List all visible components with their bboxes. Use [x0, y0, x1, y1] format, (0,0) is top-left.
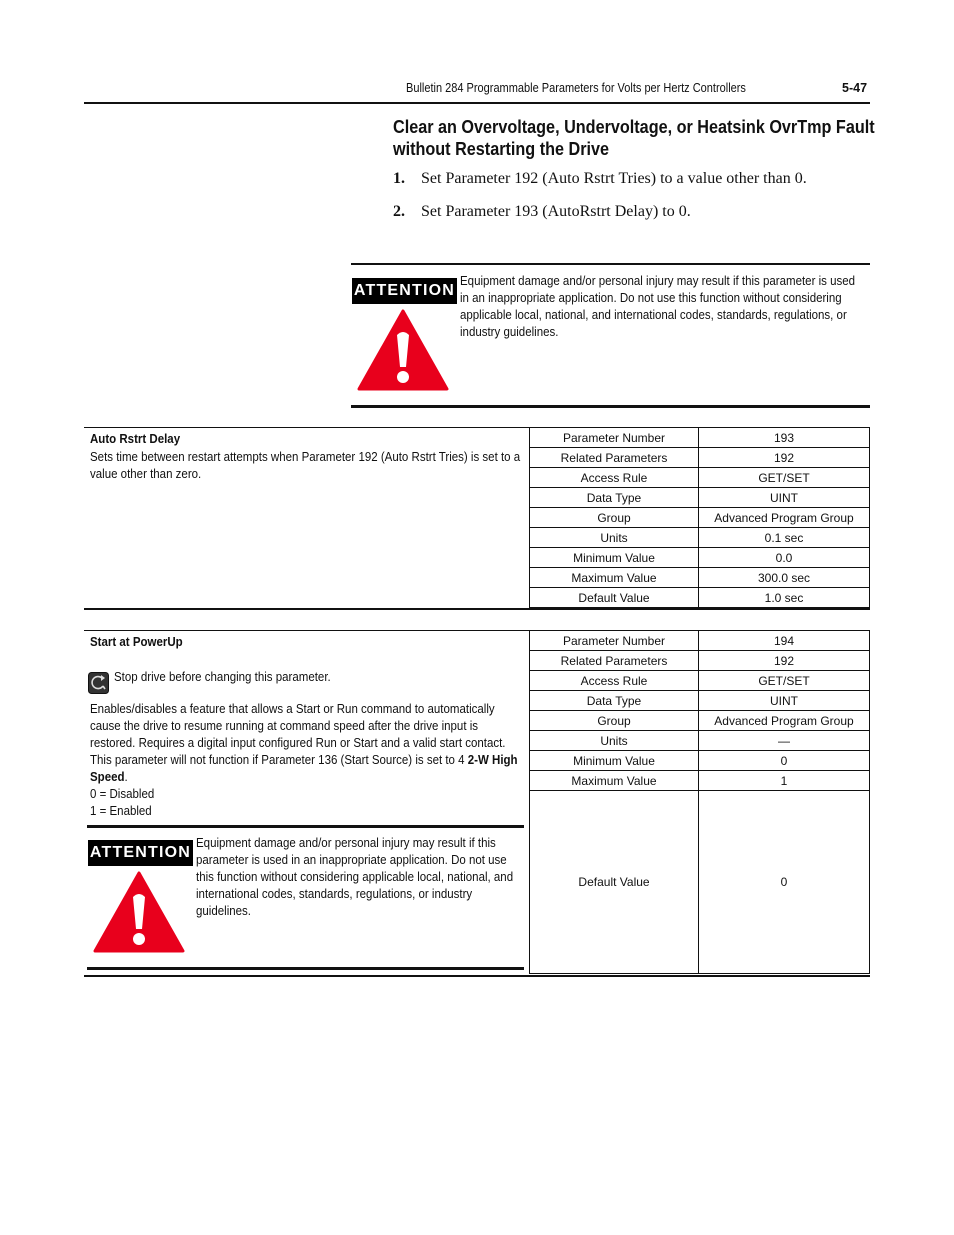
description-end: . [124, 770, 128, 784]
param-label: Data Type [530, 488, 699, 508]
description-bold: 2-W High Speed [90, 753, 518, 784]
param-value: 192 [699, 448, 870, 468]
param-value: 192 [699, 651, 870, 671]
param-value: 0.0 [699, 548, 870, 568]
stop-drive-note: Stop drive before changing this parameter. [114, 670, 331, 684]
param-label: Group [530, 711, 699, 731]
running-title: Bulletin 284 Programmable Parameters for Volts per Hertz Controllers [406, 81, 746, 95]
param-value: Advanced Program Group [699, 508, 870, 528]
param194-attention-bottom-rule [87, 967, 524, 970]
param-row [530, 528, 870, 548]
param-value: Advanced Program Group [699, 711, 870, 731]
param-row [530, 448, 870, 468]
param194-attention-badge: ATTENTION [88, 840, 193, 866]
param193-table [529, 427, 870, 608]
param-row [530, 488, 870, 508]
step-number: 2. [393, 203, 405, 220]
param-label: Units [530, 528, 699, 548]
header-rule [84, 102, 870, 104]
param194-attention-text: Equipment damage and/or personal injury may result if this parameter is used in an inappropriate application. Do not use this function without considering applicable local, national, and international codes, standards, regulations, or industry guidelines. [196, 836, 514, 918]
param-value: 193 [699, 428, 870, 448]
param-row [530, 671, 870, 691]
param194-name: Start at PowerUp [90, 635, 183, 649]
attention-badge: ATTENTION [352, 278, 457, 304]
param-row [530, 568, 870, 588]
param-label: Group [530, 508, 699, 528]
param-row [530, 791, 870, 974]
param-value: GET/SET [699, 671, 870, 691]
stop-drive-icon [88, 672, 109, 694]
param-value: — [699, 731, 870, 751]
param194-description [90, 701, 522, 786]
param-row [530, 731, 870, 751]
param-value: 1.0 sec [699, 588, 870, 608]
param193-name: Auto Rstrt Delay [90, 432, 181, 446]
param-value: GET/SET [699, 468, 870, 488]
option-disabled: 0 = Disabled [90, 787, 155, 801]
param-value: 0 [699, 751, 870, 771]
param-label: Units [530, 731, 699, 751]
param194-table [529, 630, 870, 974]
param-value: 0.1 sec [699, 528, 870, 548]
param194-attention-top-rule [87, 825, 524, 828]
param-row [530, 548, 870, 568]
param-label: Parameter Number [530, 428, 699, 448]
step-text: Set Parameter 192 (Auto Rstrt Tries) to a value other than 0. [421, 170, 807, 187]
param-value: 194 [699, 631, 870, 651]
param193-description: Sets time between restart attempts when Parameter 192 (Auto Rstrt Tries) is set to a value other than zero. [90, 450, 521, 481]
attention-bottom-rule [351, 405, 870, 408]
section-title-line1: Clear an Overvoltage, Undervoltage, or Heatsink OvrTmp Fault [393, 117, 875, 137]
param-value: 300.0 sec [699, 568, 870, 588]
param-label: Default Value [530, 791, 699, 974]
param193-bottom-rule [84, 608, 870, 610]
param-row [530, 588, 870, 608]
attention-top-rule [351, 263, 870, 265]
param-row [530, 691, 870, 711]
step-text: Set Parameter 193 (AutoRstrt Delay) to 0. [421, 203, 691, 220]
param-row [530, 468, 870, 488]
option-enabled: 1 = Enabled [90, 804, 152, 818]
attention-text: Equipment damage and/or personal injury may result if this parameter is used in an inappropriate application. Do not use this function without considering applicable local, national, and international codes, standards, regulations, or industry guidelines. [460, 274, 856, 339]
section-title-line2: without Restarting the Drive [393, 139, 610, 159]
param-label: Maximum Value [530, 771, 699, 791]
param-label: Data Type [530, 691, 699, 711]
param-value: UINT [699, 691, 870, 711]
description-text: Enables/disables a feature that allows a Start or Run command to automatically cause the drive to resume running at command speed after the drive input is restored. Requires a digital input configured Run or Start and a valid start contact. This parameter will not function if Parameter 136 (Start Source) is set to 4 [90, 702, 506, 767]
param-value: UINT [699, 488, 870, 508]
param-label: Parameter Number [530, 631, 699, 651]
param-label: Minimum Value [530, 751, 699, 771]
param-label: Related Parameters [530, 448, 699, 468]
warning-triangle-icon [93, 871, 185, 953]
warning-triangle-icon [357, 309, 449, 391]
param-row [530, 428, 870, 448]
page-number: 5-47 [842, 81, 868, 95]
param-row [530, 751, 870, 771]
step-number: 1. [393, 170, 405, 187]
step-2 [393, 203, 691, 221]
param-label: Default Value [530, 588, 699, 608]
step-1 [393, 170, 807, 188]
param-label: Related Parameters [530, 651, 699, 671]
param-value: 0 [699, 791, 870, 974]
param-value: 1 [699, 771, 870, 791]
param-label: Minimum Value [530, 548, 699, 568]
param-row [530, 651, 870, 671]
param-label: Access Rule [530, 468, 699, 488]
param-label: Access Rule [530, 671, 699, 691]
param-row [530, 631, 870, 651]
param-row [530, 771, 870, 791]
param-label: Maximum Value [530, 568, 699, 588]
param-row [530, 508, 870, 528]
param-row [530, 711, 870, 731]
param194-bottom-rule [84, 975, 870, 977]
